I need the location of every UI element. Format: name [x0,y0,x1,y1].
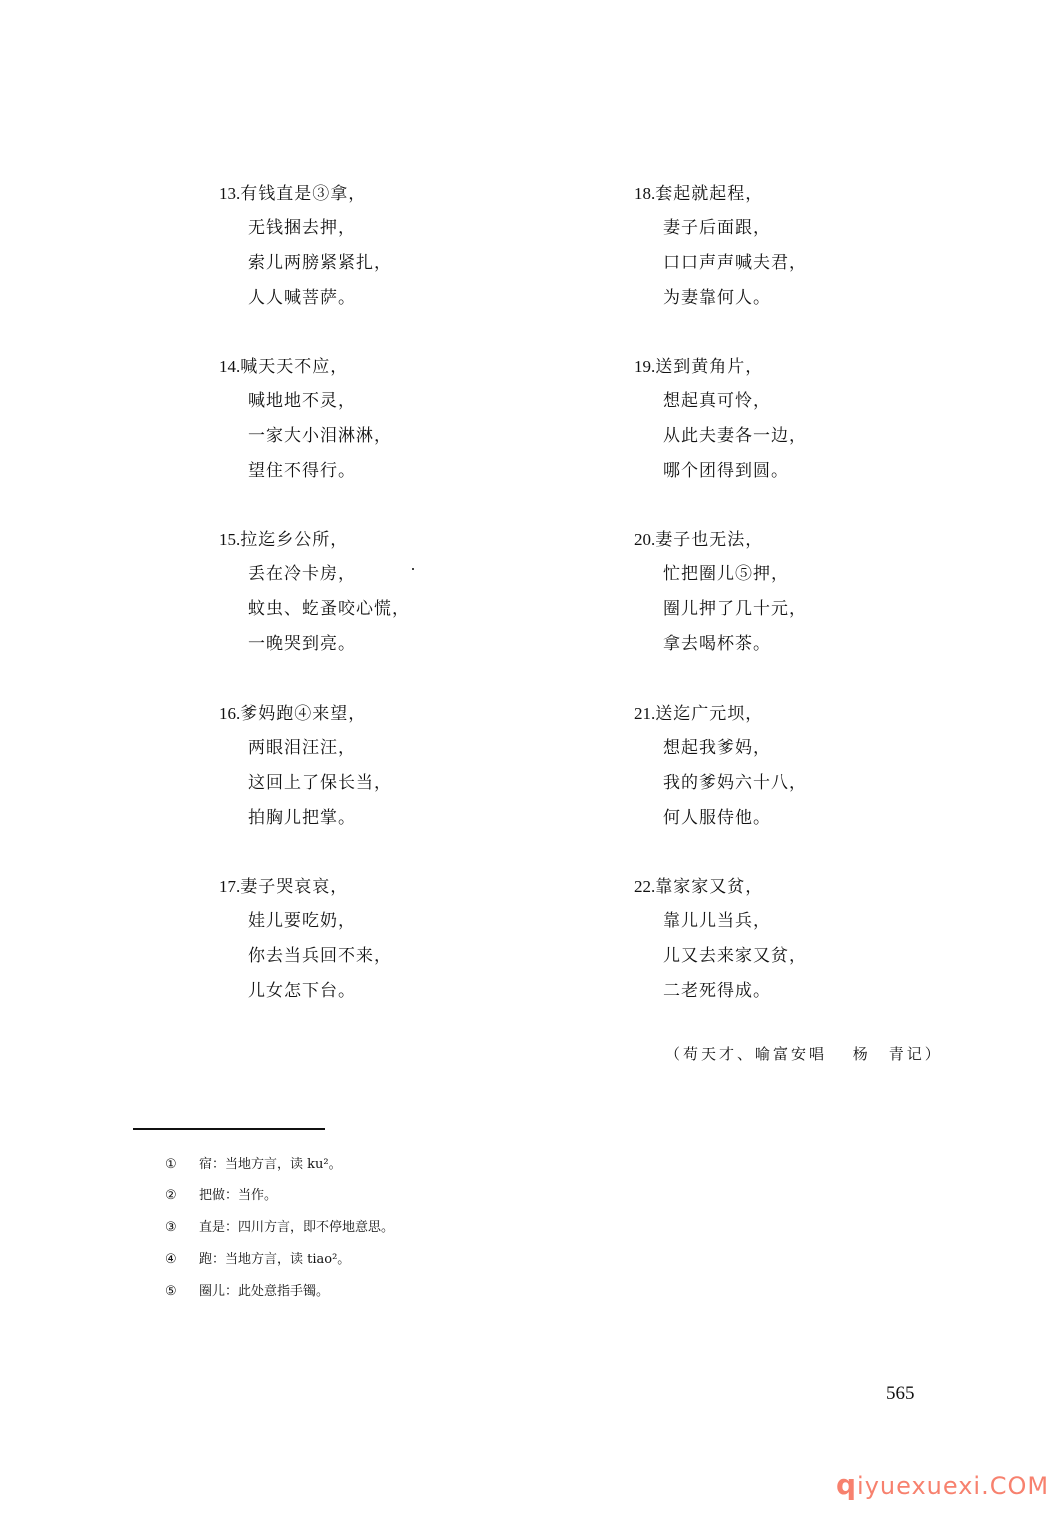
site-watermark [836,1468,1049,1501]
verse-line: 爹妈跑④来望， [240,704,367,724]
verse-line: 喊地地不灵， [248,391,356,411]
stanza-16 [219,696,559,836]
verse-line: 圈儿押了几十元， [663,599,807,619]
stanza-15 [219,522,559,662]
verse-line: 送到黄角片， [655,357,764,377]
verse-line: 两眼泪汪汪， [248,738,356,758]
watermark-logo-q: q [836,1468,858,1501]
verse-line: 这回上了保长当， [248,773,392,793]
verse-line: 儿女怎下台。 [248,981,356,1001]
stanza-20 [634,522,974,662]
footnote-mark: ⑤ [165,1284,177,1299]
verse-line: 索儿两膀紧紧扎， [248,253,392,273]
verse-line: 靠家家又贫， [655,877,764,897]
verse-line: 哪个团得到圆。 [663,461,789,481]
stanza-13 [219,176,559,316]
stanza-number: 22. [634,877,656,896]
stanza-number: 15. [219,530,241,549]
footnote-1 [165,1155,342,1175]
footnote-divider [133,1128,325,1130]
verse-line: 套起就起程， [655,184,764,204]
footnote-mark: ① [165,1157,177,1172]
verse-line: 拉迄乡公所， [240,530,349,550]
stanza-22 [634,869,974,1009]
verse-line: 拿去喝杯茶。 [663,634,771,654]
stanza-18 [634,176,974,316]
footnote-text: 圈儿：此处意指手镯。 [199,1284,330,1299]
stanza-number: 18. [634,184,656,203]
stanza-number: 21. [634,704,656,723]
footnote-3 [165,1218,394,1238]
footnote-mark: ② [165,1188,177,1203]
footnote-mark: ③ [165,1220,177,1235]
footnote-2 [165,1186,277,1206]
verse-line: 有钱直是③拿， [240,184,367,204]
verse-line: 我的爹妈六十八， [663,773,807,793]
stanza-19 [634,349,974,489]
verse-line: 想起真可怜， [663,391,771,411]
footnote-text: 把做：当作。 [199,1188,278,1203]
verse-line: 你去当兵回不来， [248,946,392,966]
footnote-text: 直是：四川方言，即不停地意思。 [199,1220,395,1235]
verse-line: 忙把圈儿⑤押， [663,564,789,584]
verse-line: 妻子哭哀哀， [240,877,349,897]
footnote-5 [165,1282,329,1302]
verse-line: 人人喊菩萨。 [248,288,356,308]
stanza-number: 20. [634,530,656,549]
watermark-text: iyuexuexi.COM [857,1472,1050,1500]
footnote-mark: ④ [165,1252,177,1267]
performer-credit: （苟天才、喻富安唱 杨 青记） [665,1045,943,1063]
verse-line: 一晚哭到亮。 [248,634,356,654]
verse-line: 娃儿要吃奶， [248,911,356,931]
verse-line: 丢在冷卡房， [248,564,356,584]
footnote-4 [165,1250,350,1270]
verse-line: 从此夫妻各一边， [663,426,807,446]
stanza-number: 13. [219,184,241,203]
verse-line: 拍胸儿把掌。 [248,808,356,828]
verse-line: 送迄广元坝， [655,704,764,724]
verse-line: 二老死得成。 [663,981,771,1001]
verse-line: 靠儿儿当兵， [663,911,771,931]
verse-line: 一家大小泪淋淋， [248,426,392,446]
verse-line: 望住不得行。 [248,461,356,481]
page-number: 565 [886,1383,915,1404]
stanza-21 [634,696,974,836]
verse-line: 口口声声喊夫君， [663,253,807,273]
scan-speck [412,568,414,570]
verse-line: 蚊虫、虼蚤咬心慌， [248,599,410,619]
stanza-number: 17. [219,877,241,896]
verse-line: 妻子后面跟， [663,218,771,238]
stanza-14 [219,349,559,489]
stanza-number: 14. [219,357,241,376]
stanza-number: 16. [219,704,241,723]
verse-line: 想起我爹妈， [663,738,771,758]
footnote-text: 宿：当地方言，读 ku²。 [199,1157,342,1172]
footnote-text: 跑：当地方言，读 tiao²。 [199,1252,351,1267]
stanza-17 [219,869,559,1009]
verse-line: 儿又去来家又贫， [663,946,807,966]
verse-line: 妻子也无法， [655,530,764,550]
verse-line: 无钱捆去押， [248,218,356,238]
verse-line: 喊天天不应， [240,357,349,377]
verse-line: 为妻靠何人。 [663,288,771,308]
verse-line: 何人服侍他。 [663,808,771,828]
stanza-number: 19. [634,357,656,376]
